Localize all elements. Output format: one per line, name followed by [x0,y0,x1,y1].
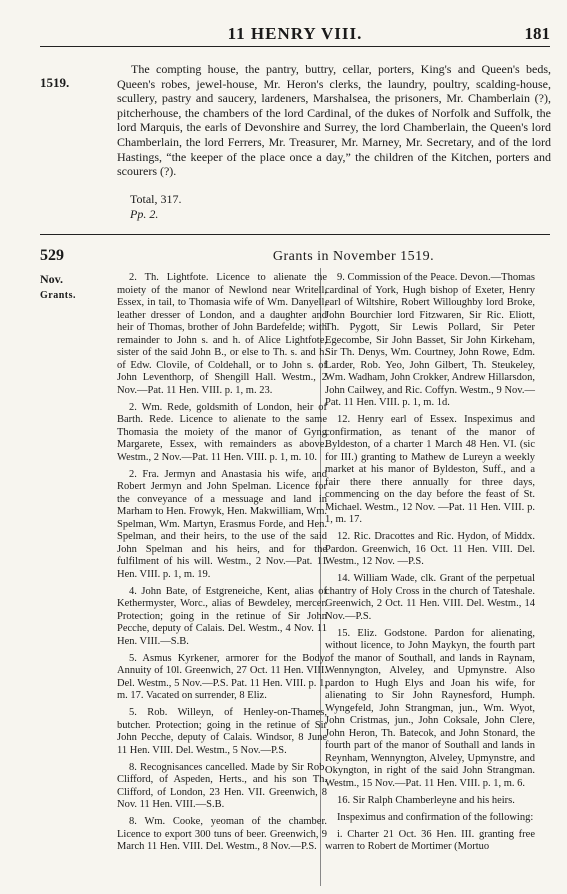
entry-paragraph: 15. Eliz. Godstone. Pardon for alienating, without licence, to John Maykyn, the fourth part of the manor of Southall, and lands in Raynam, Wennyngton, Alveley, and Upmynstre. Also pardon to Hugh Elys and Joan his wife, for alienating to Sir John Raynesford, Humph. Wyngefeld, John Strangman, jun., Wm. Wyot, John Cristmas, jun., John Coksale, John Clere, John Heron, Th. Batecok, and John Stonard, the fourth part of the manor of Southall and lands in Reynham, Wennyngton, Alveley, Upmynstre, and Okyngton, in right of the said John Strangman. Westm., 15 Nov.—Pat. 11 Hen. VIII. p. 1, m. 6. [325,627,535,789]
running-title: 11 HENRY VIII. [227,24,363,43]
entry-paragraph: 2. Fra. Jermyn and Anastasia his wife, and Robert Jermyn and John Spelman. Licence for the conveyance of a messuage and land in Marham to Hen. Frowyk, Hen. Makwilliam, Wm. Spelman, Wm. Martyn, Erasmus Forde, and Hen. Spelman, and their heirs, to the use of the said John Spelman and his heirs, and for the fulfilment of his will. Westm., 2 Nov.—Pat. 11 Hen. VIII. p. 1, m. 19. [117,468,327,580]
section-divider [40,234,550,235]
entry-paragraph: 16. Sir Ralph Chamberleyne and his heirs. [337,794,515,806]
intro-pages: Pp. 2. [130,207,159,221]
intro-paragraph: The compting house, the pantry, buttry, cellar, porters, King's and Queen's beds, Queen's robes, jewel-house, Mr. Heron's clerks, the laundry, poultry, scalding-house, scullery, pastry and saucery, lardeners, Marshalsea, the prisoners, Mr. Chamberlain (?), pitcherhouse, the chambers of the lord Cardinal, of the dukes of Norfolk and Suffolk, the lord Marquis, the earls of Devonshire and Surrey, the lord Chamberlain, the Queen's lord Chamberlain, the lord Ferrers, Mr. Treasurer, Mr. Marney, Mr. Secretary, and of the lord Hastings, “the keeper of the place once a day,” the children of the Kitchen, porters and scourers (?). [117,62,551,179]
entry-paragraph: 8. Wm. Cooke, yeoman of the chamber. Licence to export 300 tuns of beer. Greenwich, 9 March 11 Hen. VIII. Del. Westm., 8 Nov.—P.S. [117,816,327,852]
intro-total: Total, 317. [130,192,182,206]
margin-label: Grants. [40,290,76,301]
section-title: Grants in November 1519. [272,249,435,264]
entry-paragraph: i. Charter 21 Oct. 36 Hen. III. granting free warren to Robert de Mortimer (Mortuo [325,828,535,852]
entry-paragraph: 9. Commission of the Peace. Devon.—Thomas cardinal of York, Hugh bishop of Exeter, Henry earl of Wiltshire, Robert Willoughby lord Broke, John Bourchier lord Fitzwaren, Sir Ric. Eliott, Th. Pygott, Sir Lewis Pollard, Sir Peter Egecombe, Sir John Basset, Sir John Kirkeham, Sir Th. Denys, Wm. Courtney, John Rowe, Edm. Larder, Rob. Yeo, John Gilbert, Th. Steukeley, Wm. Wadham, John Crokker, Andrew Hillarsdon, John Cailwey, and Ric. Coffyn. Westm., 9 Nov.—Pat. 11 Hen. VIII. p. 1, m. 1d. [325,272,535,408]
margin-year: 1519. [40,75,70,90]
left-column [117,272,327,858]
entry-paragraph: 5. Rob. Willeyn, of Henley-on-Thames, butcher. Protection; going in the retinue of Sir John Pecche, deputy of Calais. Windsor, 8 June 11 Hen. VIII. Del. Westm., 5 Nov.—P.S. [117,707,327,756]
entry-paragraph: 5. Asmus Kyrkener, armorer for the Body. Annuity of 10l. Greenwich, 27 Oct. 11 Hen. VIII. Del. Westm., 5 Nov.—P.S. Pat. 11 Hen. VIII. p. 1, m. 17. Vacated on surrender, 8 Eliz. [117,652,327,701]
section-heading [40,247,550,265]
entry-paragraph: 8. Recognisances cancelled. Made by Sir Rob. Clifford, of Aspeden, Herts., and his son Th. Clifford, of London, 23 Hen. VII. Greenwich, 8 Nov. 11 Hen. VIII.—S.B. [117,761,327,810]
entry-paragraph: 12. Henry earl of Essex. Inspeximus and confirmation, as tenant of the manor of Byldeston, of a charter 1 March 48 Hen. VI. (sic for III.) granting to Mathew de Lureyn a weekly market at his manor of Byldeston, Suff., and a fair there there annually for three days, commencing on the day before the feast of St. Michael. Westm., 12 Nov. —Pat. 11 Hen. VIII. p. 1, m. 17. [325,414,535,525]
page-number: 181 [524,24,550,43]
entry-paragraph: 2. Th. Lightfote. Licence to alienate the moiety of the manor of Newlond near Writell, Essex, in tail, to Thomasia wife of Wm. Danyell, leather dresser of London, and a daughter and heir of Thomas, brother of John Bardefelde; with remainder to John s. and h. of Alice Lightfote, sister of the said John B., or else to Th. s. and h. of Edw. Clovile, of Coldehall, or to John s. of John Leventhorp, of Shengill Hall. Westm., 2 Nov.—Pat. 11 Hen. VIII. p. 1, m. 23. [117,272,327,396]
margin-month: Nov. [40,272,64,286]
entry-paragraph: 2. Wm. Rede, goldsmith of London, heir of Barth. Rede. Licence to alienate to the same Thomasia the moiety of the manor of Gyng Margarete, Essex, with remainders as above. Westm., 2 Nov.—Pat. 11 Hen. VIII. p. 1, m. 10. [117,401,327,463]
running-head [40,24,550,47]
entry-paragraph: 12. Ric. Dracottes and Ric. Hydon, of Middx. Pardon. Greenwich, 16 Oct. 11 Hen. VIII. Del. Westm., 12 Nov. —P.S. [325,531,535,567]
document-number: 529 [40,247,64,264]
entry-paragraph: Inspeximus and confirmation of the following: [337,811,534,823]
entry-paragraph: 4. John Bate, of Estgreneiche, Kent, alias of Kethermyster, Worc., alias of Bewdeley, mercer. Protection; going in the retinue of Sir John Pecche, deputy of Calais. Del. Westm., 4 Nov. 11 Hen. VIII.—S.B. [117,585,327,647]
right-column [325,272,535,858]
entry-paragraph: 14. William Wade, clk. Grant of the perpetual chantry of Holy Cross in the church of Tateshale. Greenwich, 2 Oct. 11 Hen. VIII. Del. Westm., 14 Nov.—P.S. [325,573,535,622]
